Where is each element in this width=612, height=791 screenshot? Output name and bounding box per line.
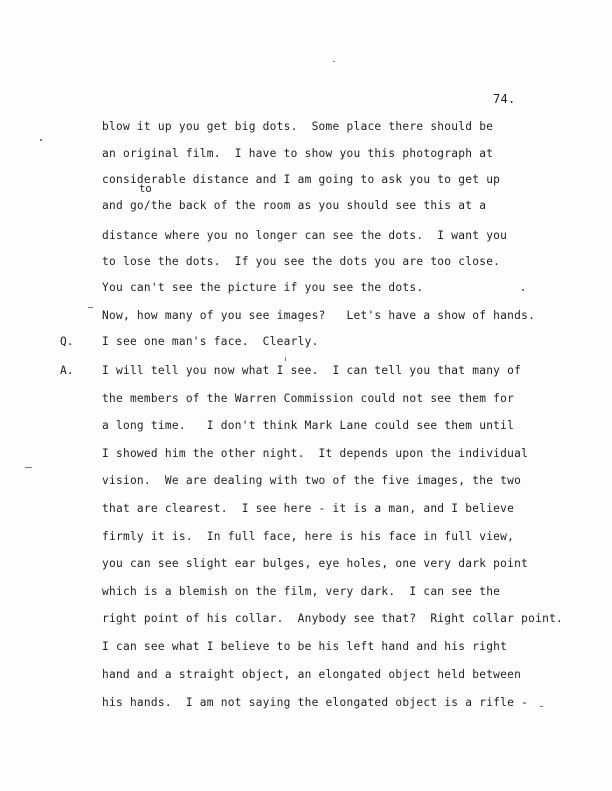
text-line-21: hand and a straight object, an elongated object held between <box>102 668 522 681</box>
text-line-6: to lose the dots. If you see the dots you are too close. <box>102 255 501 268</box>
text-line-10: I will tell you now what I see. I can tell you that many of <box>102 364 522 377</box>
text-line-14: vision. We are dealing with two of the five images, the two <box>102 474 522 487</box>
speaker-label-q: Q. <box>60 335 74 348</box>
text-line-7: You can't see the picture if you see the dots. <box>102 281 424 294</box>
text-line-12: a long time. I don't think Mark Lane could see them until <box>102 419 515 432</box>
text-line-19: right point of his collar. Anybody see that? Right collar point. <box>102 612 564 625</box>
text-line-8: Now, how many of you see images? Let's have a show of hands. <box>102 309 536 322</box>
text-line-1: blow it up you get big dots. Some place there should be <box>102 120 494 133</box>
text-line-3: considerable distance and I am going to ask you to get up <box>102 173 501 186</box>
text-line-9: I see one man's face. Clearly. <box>102 335 319 348</box>
scan-speck <box>40 139 42 141</box>
text-line-18: which is a blemish on the film, very dark. I can see the <box>102 585 501 598</box>
text-line-22: his hands. I am not saying the elongated object is a rifle - <box>102 696 529 709</box>
text-line-5: distance where you no longer can see the dots. I want you <box>102 229 508 242</box>
text-line-11: the members of the Warren Commission could not see them for <box>102 392 515 405</box>
text-line-17: you can see slight ear bulges, eye holes, one very dark point <box>102 557 529 570</box>
page-number: 74. <box>493 92 516 106</box>
scan-speck <box>540 706 543 707</box>
text-line-16: firmly it is. In full face, here is his face in full view, <box>102 530 515 543</box>
scan-speck <box>333 61 335 62</box>
handwritten-insert-to: to <box>139 183 152 195</box>
scan-speck <box>522 289 524 291</box>
text-line-2: an original film. I have to show you this photograph at <box>102 147 494 160</box>
text-line-15: that are clearest. I see here - it is a man, and I believe <box>102 502 515 515</box>
scan-speck <box>285 357 286 361</box>
scan-speck <box>25 467 32 468</box>
scan-speck <box>88 307 93 308</box>
text-line-4: and go/the back of the room as you should see this at a <box>102 199 487 212</box>
speaker-label-a: A. <box>60 364 74 377</box>
text-line-20: I can see what I believe to be his left hand and his right <box>102 640 508 653</box>
text-line-13: I showed him the other night. It depends upon the individual <box>102 447 529 460</box>
